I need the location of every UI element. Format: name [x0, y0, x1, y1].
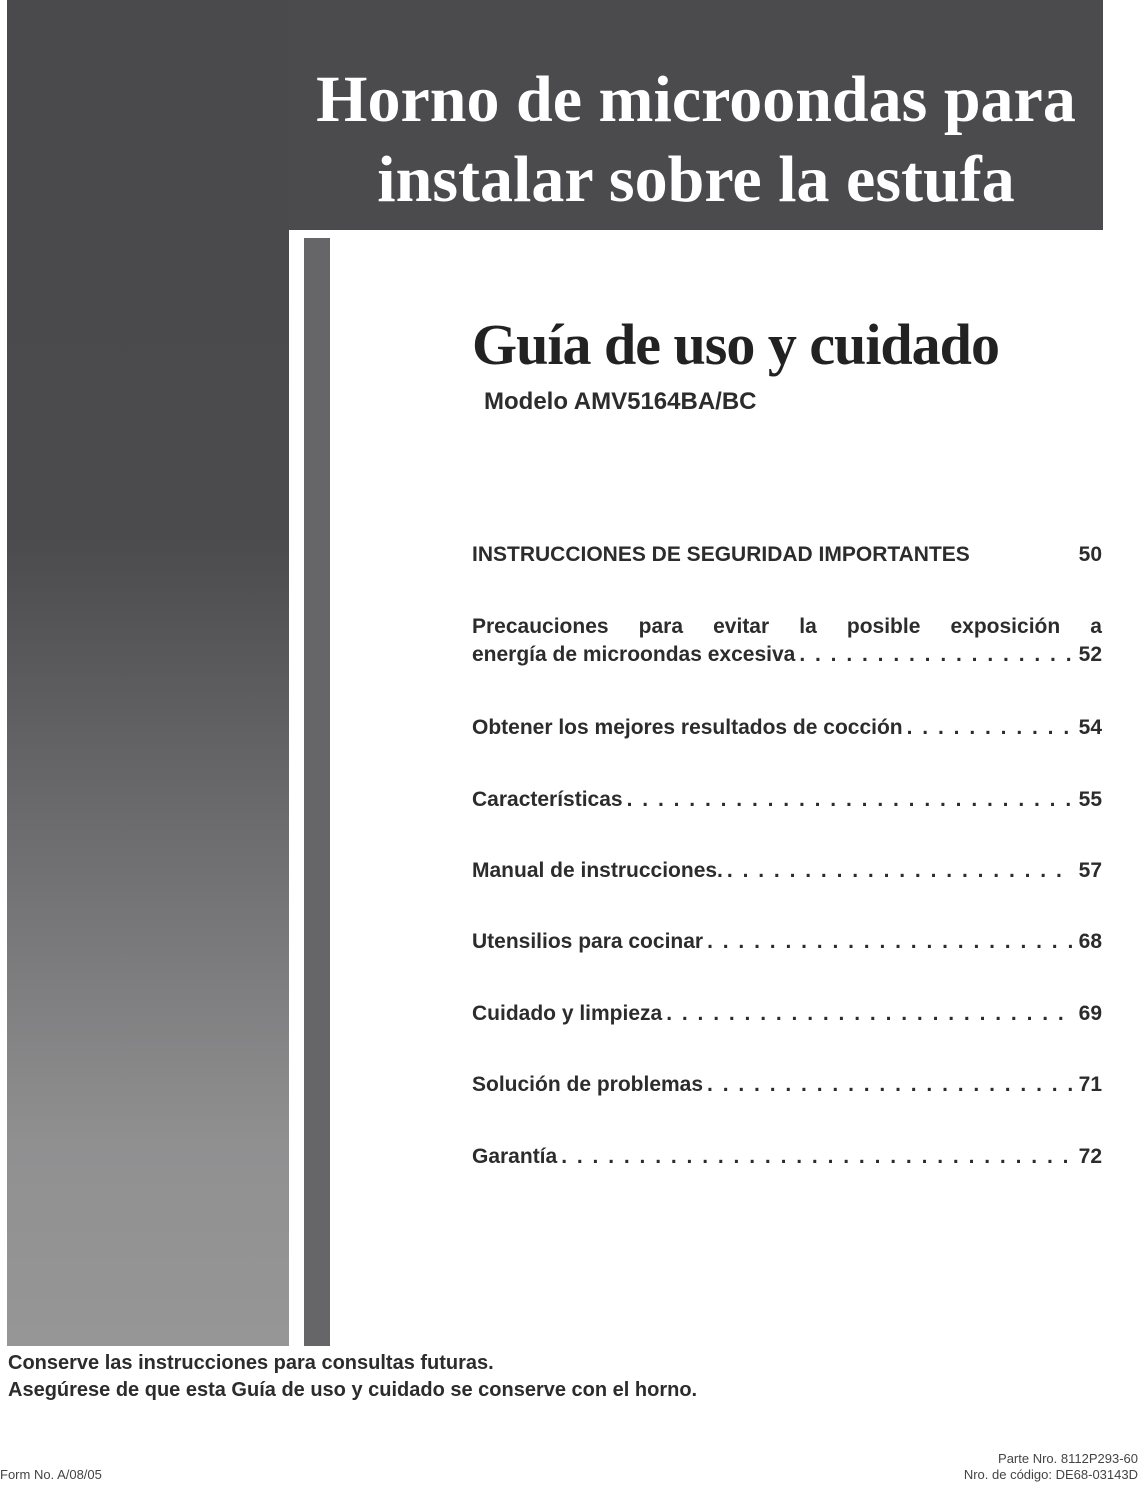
- toc-entry: [472, 788, 1102, 812]
- cover-title-line1: Horno de microondas para: [316, 63, 1076, 136]
- toc-entry: [472, 1145, 1102, 1169]
- footer-note: Asegúrese de que esta Guía de uso y cuidado se conserve con el horno.: [8, 1379, 698, 1401]
- toc-entry-page: 52: [1078, 643, 1102, 666]
- toc-entry-label: Cuidado y limpieza: [472, 1002, 663, 1025]
- toc-entry: [472, 1002, 1102, 1026]
- toc-leader-dots: [703, 930, 1073, 954]
- toc-leader-dots: [723, 859, 1073, 883]
- part-info: [964, 1451, 1138, 1483]
- toc-word: Precauciones: [472, 615, 609, 638]
- toc-entry-label: Garantía: [472, 1145, 558, 1168]
- toc-word: a: [1090, 615, 1102, 638]
- toc-entry-label: energía de microondas excesiva: [472, 643, 796, 666]
- toc-entry-page: 71: [1078, 1073, 1102, 1096]
- toc-word: exposición: [950, 615, 1061, 638]
- model-number: Modelo AMV5164BA/BC: [484, 388, 757, 415]
- toc-leader-dots: [557, 1145, 1072, 1169]
- footer-note: Conserve las instrucciones para consultas futuras.: [8, 1352, 494, 1374]
- toc-entry-page: 69: [1078, 1002, 1102, 1025]
- guide-title: Guía de uso y cuidado: [472, 312, 999, 377]
- toc-entry-page: 54: [1078, 716, 1102, 739]
- toc-entry-label: Características: [472, 788, 623, 811]
- toc-entry: [472, 716, 1102, 740]
- toc-word: la: [799, 615, 817, 638]
- toc-entry-label: Utensilios para cocinar: [472, 930, 704, 953]
- toc-entry-page: 72: [1078, 1145, 1102, 1168]
- toc-entry: [472, 543, 1102, 567]
- toc-entry-label: INSTRUCCIONES DE SEGURIDAD IMPORTANTES: [472, 543, 970, 566]
- toc-leader-dots: [662, 1002, 1072, 1026]
- toc-entry-label: Solución de problemas: [472, 1073, 704, 1096]
- toc-entry-label: Obtener los mejores resultados de cocción: [472, 716, 903, 739]
- toc-entry-page: 68: [1078, 930, 1102, 953]
- toc-entry: [472, 615, 1102, 667]
- cover-title: [289, 60, 1103, 220]
- toc-word: para: [638, 615, 684, 638]
- toc-entry: [472, 859, 1102, 883]
- toc-entry: [472, 930, 1102, 954]
- toc-leader-dots: [703, 1073, 1073, 1097]
- toc-entry: [472, 1073, 1102, 1097]
- toc-entry-label: Manual de instrucciones.: [472, 859, 723, 882]
- part-number: Parte Nro. 8112P293-60: [998, 1451, 1138, 1466]
- toc-leader-dots: [623, 788, 1073, 812]
- toc-word: evitar: [713, 615, 770, 638]
- form-number: Form No. A/08/05: [0, 1467, 102, 1482]
- cover-title-line2: instalar sobre la estufa: [377, 143, 1015, 216]
- toc-entry-page: 57: [1078, 859, 1102, 882]
- toc-entry-label-line1: [472, 615, 1102, 639]
- footer-notes: [8, 1350, 697, 1404]
- left-gradient-panel: [7, 0, 289, 1346]
- toc-leader-dots: [903, 716, 1073, 740]
- toc-entry-page: 50: [1078, 543, 1102, 566]
- toc-leader-dots: [795, 643, 1072, 667]
- toc-word: posible: [846, 615, 921, 638]
- code-number: Nro. de código: DE68-03143D: [963, 1467, 1138, 1482]
- toc-entry-page: 55: [1078, 788, 1102, 811]
- vertical-accent-bar: [304, 238, 330, 1346]
